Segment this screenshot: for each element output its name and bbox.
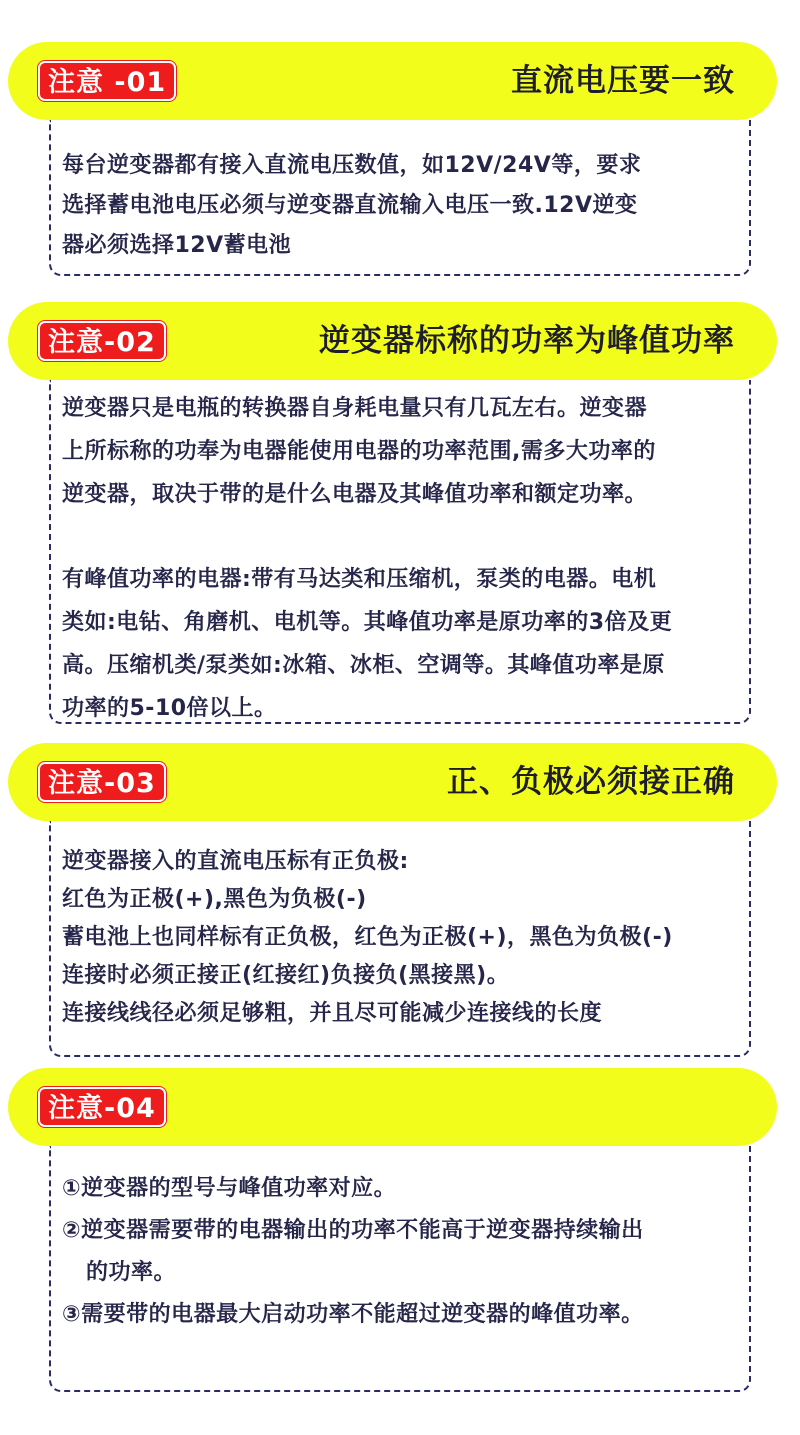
section-2-line: 类如:电钻、角磨机、电机等。其峰值功率是原功率的3倍及更 — [62, 610, 673, 635]
section-2-line: 上所标称的功奉为电器能使用电器的功率范围,需多大功率的 — [62, 439, 656, 464]
section-3-line: 蓄电池上也同样标有正负极，红色为正极(+)，黑色为负极(-) — [62, 925, 673, 950]
section-2-line: 高。压缩机类/泵类如:冰箱、冰柜、空调等。其峰值功率是原 — [62, 653, 665, 678]
section-2-header — [8, 302, 777, 380]
section-3-tag: 注意-03 — [38, 762, 166, 802]
section-3-line: 连接时必须正接正(红接红)负接负(黑接黑)。 — [62, 963, 510, 988]
section-3-line: 红色为正极(+),黑色为负极(-) — [62, 887, 367, 912]
section-4-line: 的功率。 — [86, 1260, 177, 1285]
section-1-header — [8, 42, 777, 120]
section-4-line: ③需要带的电器最大启动功率不能超过逆变器的峰值功率。 — [62, 1302, 644, 1327]
section-4-line: ①逆变器的型号与峰值功率对应。 — [62, 1176, 397, 1201]
section-1-title: 直流电压要一致 — [511, 63, 735, 99]
section-3-text — [62, 843, 742, 1033]
section-2-text — [62, 387, 742, 730]
section-2-title: 逆变器标称的功率为峰值功率 — [319, 323, 735, 359]
section-3-line: 逆变器接入的直流电压标有正负极: — [62, 849, 409, 874]
section-4-header — [8, 1068, 777, 1146]
section-4-line: ②逆变器需要带的电器输出的功率不能高于逆变器持续输出 — [62, 1218, 644, 1243]
section-3-line: 连接线线径必须足够粗，并且尽可能减少连接线的长度 — [62, 1001, 603, 1026]
section-2-line: 逆变器，取决于带的是什么电器及其峰值功率和额定功率。 — [62, 482, 648, 507]
section-1-line: 选择蓄电池电压必须与逆变器直流输入电压一致.12V逆变 — [62, 193, 638, 218]
section-1-line: 每台逆变器都有接入直流电压数值，如12V/24V等，要求 — [62, 153, 642, 178]
section-1-line: 器必须选择12V蓄电池 — [62, 233, 292, 258]
section-4-text — [62, 1168, 742, 1336]
section-3-title: 正、负极必须接正确 — [447, 764, 735, 800]
section-1-text — [62, 146, 742, 266]
section-4-tag: 注意-04 — [38, 1087, 166, 1127]
section-2-line: 逆变器只是电瓶的转换器自身耗电量只有几瓦左右。逆变器 — [62, 396, 648, 421]
paragraph-gap — [62, 516, 742, 558]
section-3-header — [8, 743, 777, 821]
section-1-tag: 注意 -01 — [38, 61, 176, 101]
section-2-tag: 注意-02 — [38, 321, 166, 361]
section-2-line: 功率的5-10倍以上。 — [62, 696, 277, 721]
section-2-line: 有峰值功率的电器:带有马达类和压缩机，泵类的电器。电机 — [62, 567, 657, 592]
